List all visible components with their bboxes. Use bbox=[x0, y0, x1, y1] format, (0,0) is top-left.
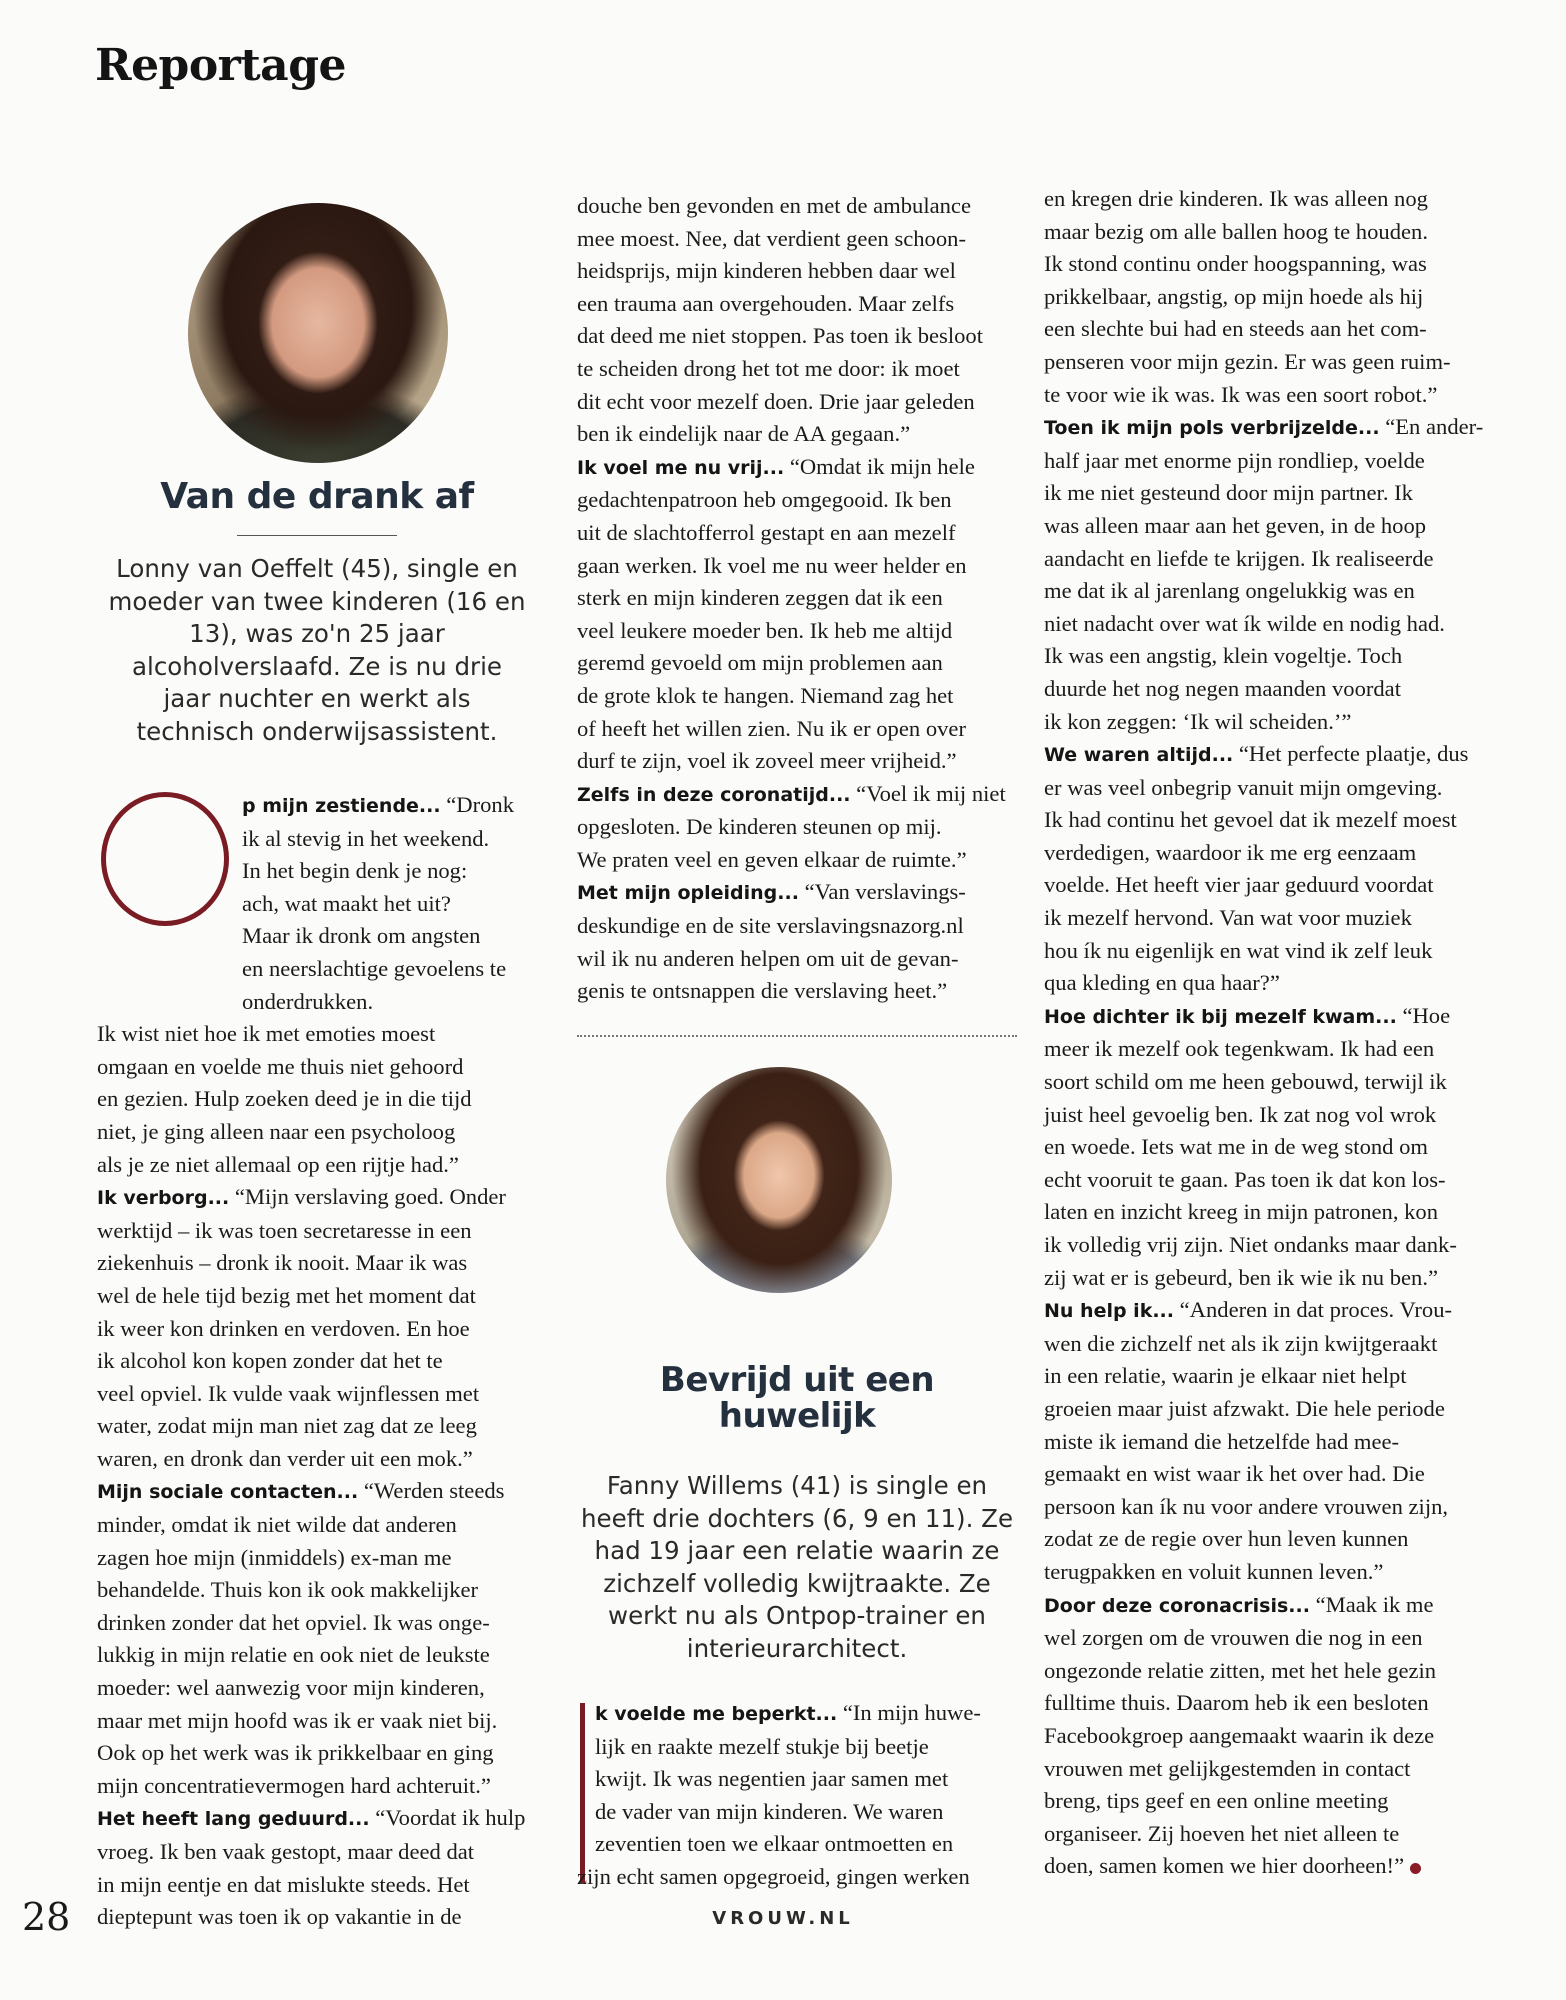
lead-in: Ik voel me nu vrij... bbox=[577, 456, 785, 479]
text-line bbox=[1044, 1164, 1488, 1197]
text-run: uit de slachtofferrol gestapt en aan mezelf bbox=[577, 519, 956, 545]
text-line bbox=[97, 1737, 537, 1770]
text-run: ik alcohol kon kopen zonder dat het te bbox=[97, 1348, 443, 1374]
text-line bbox=[577, 1796, 1017, 1829]
text-line bbox=[577, 550, 1017, 583]
text-line bbox=[1044, 1294, 1488, 1328]
text-run: in mijn eentje en dat mislukte steeds. Het bbox=[97, 1871, 470, 1897]
text-line bbox=[577, 1861, 1017, 1894]
text-run: heidsprijs, mijn kinderen hebben daar wel bbox=[577, 258, 956, 284]
story1-headline: Van de drank af bbox=[160, 476, 474, 517]
text-line bbox=[1044, 543, 1488, 576]
text-line bbox=[97, 1215, 537, 1248]
text-run: ik volledig vrij zijn. Niet ondanks maar dank- bbox=[1044, 1232, 1457, 1257]
text-line bbox=[1044, 1066, 1488, 1099]
text-line bbox=[1044, 804, 1488, 837]
text-run: vroeg. Ik ben vaak gestopt, maar deed dat bbox=[97, 1839, 475, 1864]
text-line bbox=[1044, 1720, 1488, 1753]
text-line bbox=[97, 1181, 537, 1215]
text-line bbox=[97, 1672, 537, 1705]
text-run: echt vooruit te gaan. Pas toen ik dat kon los- bbox=[1044, 1166, 1446, 1192]
text-line bbox=[1044, 1818, 1488, 1851]
text-run: wel de hele tijd bezig met het moment dat bbox=[97, 1282, 476, 1308]
text-run: en neerslachtige gevoelens te onderdrukken. bbox=[242, 955, 507, 1014]
lead-in: Hoe dichter ik bij mezelf kwam... bbox=[1044, 1005, 1397, 1028]
text-line bbox=[97, 1410, 537, 1443]
text-run: “Van verslavings- bbox=[798, 879, 966, 905]
text-line bbox=[577, 1828, 1017, 1861]
lead-in: Met mijn opleiding... bbox=[577, 882, 799, 905]
text-line bbox=[97, 1509, 537, 1542]
text-run: en woede. Iets wat me in de weg stond om bbox=[1044, 1134, 1428, 1160]
text-line bbox=[1044, 935, 1488, 968]
text-line bbox=[97, 1475, 537, 1509]
text-line bbox=[97, 1639, 537, 1672]
text-line bbox=[577, 844, 1017, 877]
text-line bbox=[1044, 772, 1488, 805]
text-run: Ook op het werk was ik prikkelbaar en ging bbox=[97, 1740, 494, 1766]
text-run: geremd gevoeld om mijn problemen aan bbox=[577, 650, 943, 676]
lead-in: Mijn sociale contacten... bbox=[97, 1481, 359, 1504]
text-run: genis te ontsnappen die verslaving heet.” bbox=[577, 978, 948, 1004]
story1-column-2 bbox=[577, 190, 1017, 1008]
text-run: meer ik mezelf ook tegenkwam. Ik had een bbox=[1044, 1036, 1435, 1062]
text-line bbox=[1044, 1360, 1488, 1393]
text-line bbox=[1044, 1753, 1488, 1786]
text-run: Ik wist niet hoe ik met emoties moest bbox=[97, 1021, 436, 1047]
text-line bbox=[1044, 902, 1488, 935]
text-line bbox=[1044, 216, 1488, 249]
text-run: laten en inzicht kreeg in mijn patronen, kon bbox=[1044, 1199, 1439, 1225]
text-run: juist heel gevoelig ben. Ik zat nog vol wrok bbox=[1044, 1101, 1437, 1127]
text-line bbox=[1044, 1328, 1488, 1361]
text-line bbox=[577, 713, 1017, 746]
text-line bbox=[1044, 281, 1488, 314]
text-run: “Mijn verslaving goed. Onder bbox=[229, 1184, 506, 1210]
text-line bbox=[97, 1018, 537, 1051]
text-line bbox=[577, 910, 1017, 943]
text-run: durf te zijn, voel ik zoveel meer vrijheid.” bbox=[577, 748, 957, 774]
text-line bbox=[97, 1345, 537, 1378]
text-line bbox=[97, 1247, 537, 1280]
text-run: veel leukere moeder ben. Ik heb me altijd bbox=[577, 617, 953, 643]
text-run: “Werden steeds bbox=[358, 1478, 505, 1504]
text-run: wen die zichzelf net als ik zijn kwijtgeraakt bbox=[1044, 1330, 1438, 1356]
page-number: 28 bbox=[22, 1895, 71, 1939]
text-run: vrouwen met gelijkgestemden in contact bbox=[1044, 1755, 1411, 1781]
text-run: “En ander- bbox=[1379, 414, 1484, 440]
text-line bbox=[1044, 608, 1488, 641]
text-run: “Het perfecte plaatje, dus bbox=[1233, 741, 1469, 767]
text-line bbox=[577, 582, 1017, 615]
text-line bbox=[97, 953, 537, 1018]
text-run: mee moest. Nee, dat verdient geen schoon- bbox=[577, 225, 966, 251]
section-label: Reportage bbox=[95, 40, 346, 91]
text-run: douche ben gevonden en met de ambulance bbox=[577, 193, 971, 218]
text-line bbox=[577, 1763, 1017, 1796]
text-run: doen, samen komen we hier doorheen!” bbox=[1044, 1853, 1405, 1879]
lead-in: Het heeft lang geduurd... bbox=[97, 1808, 370, 1831]
text-run: waren, en dronk dan verder uit een mok.” bbox=[97, 1445, 473, 1471]
text-run: voelde. Het heeft vier jaar geduurd voordat bbox=[1044, 872, 1434, 898]
text-run: ik mezelf hervond. Van wat voor muziek bbox=[1044, 905, 1412, 931]
text-run: terugpakken en voluit kunnen leven.” bbox=[1044, 1558, 1384, 1584]
text-run: me dat ik al jarenlang ongelukkig was en bbox=[1044, 578, 1415, 604]
text-line bbox=[577, 811, 1017, 844]
text-run: “Voel ik mij niet bbox=[850, 780, 1006, 806]
text-run: aandacht en liefde te krijgen. Ik realiseerde bbox=[1044, 545, 1434, 571]
text-run: penseren voor mijn gezin. Er was geen ruim- bbox=[1044, 348, 1451, 374]
text-run: “Omdat ik mijn hele bbox=[784, 453, 975, 479]
text-line bbox=[1044, 445, 1488, 478]
text-run: soort schild om me heen gebouwd, terwijl ik bbox=[1044, 1069, 1447, 1095]
lead-in: Ik verborg... bbox=[97, 1187, 230, 1210]
text-run: hou ík nu eigenlijk en wat vind ik zelf leuk bbox=[1044, 937, 1433, 963]
lead-in: k voelde me beperkt... bbox=[595, 1703, 838, 1725]
lead-in: Door deze coronacrisis... bbox=[1044, 1594, 1310, 1617]
text-line bbox=[97, 920, 537, 953]
text-run: behandelde. Thuis kon ik ook makkelijker bbox=[97, 1577, 479, 1603]
text-run: gaan werken. Ik voel me nu weer helder en bbox=[577, 552, 967, 578]
text-line bbox=[1044, 706, 1488, 739]
text-line bbox=[1044, 1262, 1488, 1295]
footer-site: VROUW.NL bbox=[712, 1908, 854, 1929]
story2-headline-line1: Bevrijd uit een bbox=[659, 1360, 935, 1400]
text-line bbox=[577, 418, 1017, 451]
text-line bbox=[97, 1051, 537, 1084]
text-run: fulltime thuis. Daarom heb ik een besloten bbox=[1044, 1690, 1429, 1716]
text-line bbox=[1044, 1458, 1488, 1491]
text-run: drinken zonder dat het opviel. Ik was onge- bbox=[97, 1609, 490, 1635]
text-run: dieptepunt was toen ik op vakantie in de bbox=[97, 1904, 462, 1930]
story1-column-1 bbox=[97, 789, 537, 1934]
text-run: breng, tips geef en een online meeting bbox=[1044, 1788, 1389, 1814]
text-run: wel zorgen om de vrouwen die nog in een bbox=[1044, 1625, 1423, 1651]
text-line bbox=[1044, 869, 1488, 902]
text-run: omgaan en voelde me thuis niet gehoord bbox=[97, 1053, 464, 1079]
portrait-lonny bbox=[188, 203, 448, 463]
text-line bbox=[1044, 1622, 1488, 1655]
text-line bbox=[577, 484, 1017, 517]
text-run: dit echt voor mezelf doen. Drie jaar geleden bbox=[577, 388, 975, 414]
text-run: dat deed me niet stoppen. Pas toen ik besloot bbox=[577, 323, 983, 349]
text-line bbox=[1044, 738, 1488, 772]
text-run: maar met mijn hoofd was ik er vaak niet bij. bbox=[97, 1707, 498, 1733]
text-run: “Voordat ik hulp bbox=[369, 1805, 526, 1831]
text-line bbox=[97, 1574, 537, 1607]
text-run: lukkig in mijn relatie en ook niet de leukste bbox=[97, 1642, 490, 1668]
text-line bbox=[1044, 1229, 1488, 1262]
text-run: zijn echt samen opgegroeid, gingen werken bbox=[577, 1863, 970, 1889]
text-line bbox=[577, 255, 1017, 288]
text-line bbox=[1044, 1523, 1488, 1556]
text-run: was alleen maar aan het geven, in de hoop bbox=[1044, 512, 1427, 538]
text-line bbox=[97, 1378, 537, 1411]
text-line bbox=[577, 680, 1017, 713]
lead-in: Zelfs in deze coronatijd... bbox=[577, 783, 851, 806]
text-run: Ik had continu het gevoel dat ik mezelf moest bbox=[1044, 807, 1457, 833]
text-line bbox=[97, 1869, 537, 1902]
text-line bbox=[1044, 1033, 1488, 1066]
text-run: lijk en raakte mezelf stukje bij beetje bbox=[595, 1733, 929, 1759]
text-run: de grote klok te hangen. Niemand zag het bbox=[577, 682, 954, 708]
text-run: de vader van mijn kinderen. We waren bbox=[595, 1798, 944, 1824]
text-line bbox=[1044, 1556, 1488, 1589]
lead-in: p mijn zestiende... bbox=[242, 795, 441, 817]
text-run: als je ze niet allemaal op een rijtje had.” bbox=[97, 1151, 459, 1177]
text-run: ik kon zeggen: ‘Ik wil scheiden.’” bbox=[1044, 708, 1352, 734]
text-run: niet nadacht over wat ík wilde en nodig had. bbox=[1044, 610, 1445, 636]
text-line bbox=[97, 1705, 537, 1738]
text-run: maar bezig om alle ballen hoog te houden. bbox=[1044, 218, 1428, 244]
text-run: of heeft het willen zien. Nu ik er open over bbox=[577, 715, 966, 741]
text-run: gemaakt en wist waar ik het over had. Die bbox=[1044, 1461, 1425, 1487]
text-line bbox=[97, 1083, 537, 1116]
text-line bbox=[577, 1731, 1017, 1764]
text-run: ik weer kon drinken en verdoven. En hoe bbox=[97, 1315, 470, 1341]
text-line bbox=[1044, 1655, 1488, 1688]
text-run: sterk en mijn kinderen zeggen dat ik een bbox=[577, 585, 943, 611]
text-line bbox=[577, 778, 1017, 812]
text-run: “Hoe bbox=[1396, 1002, 1451, 1028]
end-mark-icon bbox=[1410, 1863, 1421, 1874]
text-run: mijn concentratievermogen hard achteruit.” bbox=[97, 1772, 491, 1798]
text-run: persoon kan ík nu voor andere vrouwen zijn, bbox=[1044, 1493, 1449, 1519]
text-line bbox=[1044, 1785, 1488, 1818]
text-line bbox=[1044, 248, 1488, 281]
story2-headline-line2: huwelijk bbox=[718, 1396, 876, 1436]
text-line bbox=[577, 615, 1017, 648]
text-run: te scheiden drong het tot me door: ik moet bbox=[577, 355, 960, 381]
text-line bbox=[1044, 837, 1488, 870]
text-line bbox=[97, 1443, 537, 1476]
text-run: Ik stond continu onder hoogspanning, was bbox=[1044, 251, 1427, 277]
text-line bbox=[1044, 411, 1488, 445]
text-run: “In mijn huwe- bbox=[837, 1700, 981, 1725]
story2-headline bbox=[577, 1362, 1017, 1434]
text-line bbox=[97, 789, 537, 823]
text-line bbox=[577, 943, 1017, 976]
text-run: half jaar met enorme pijn rondliep, voelde bbox=[1044, 447, 1425, 473]
text-run: In het begin denk je nog: bbox=[242, 858, 468, 884]
text-run: en gezien. Hulp zoeken deed je in die tijd bbox=[97, 1086, 472, 1112]
text-run: ach, wat maakt het uit? bbox=[242, 890, 451, 916]
text-run: veel opviel. Ik vulde vaak wijnflessen met bbox=[97, 1380, 480, 1406]
text-run: zeventien toen we elkaar ontmoetten en bbox=[595, 1831, 954, 1857]
text-run: zagen hoe mijn (inmiddels) ex-man me bbox=[97, 1544, 452, 1570]
story2-column-2 bbox=[1044, 183, 1488, 1883]
text-line bbox=[1044, 1196, 1488, 1229]
text-line bbox=[1044, 640, 1488, 673]
text-run: ben ik eindelijk naar de AA gegaan.” bbox=[577, 421, 911, 447]
text-line bbox=[577, 451, 1017, 485]
text-line bbox=[1044, 183, 1488, 216]
text-run: “Anderen in dat proces. Vrou- bbox=[1174, 1297, 1453, 1323]
text-line bbox=[97, 1313, 537, 1346]
text-line bbox=[1044, 1131, 1488, 1164]
text-run: Facebookgroep aangemaakt waarin ik deze bbox=[1044, 1722, 1435, 1748]
text-line bbox=[577, 223, 1017, 256]
story2-intro: Fanny Willems (41) is single en heeft drie dochters (6, 9 en 11). Ze had 19 jaar een relatie waarin ze zichzelf volledig kwijtraakte. Ze werkt nu als Ontpop-trainer en interieurarchitect. bbox=[580, 1471, 1014, 1663]
text-run: werktijd – ik was toen secretaresse in een bbox=[97, 1217, 472, 1243]
text-line bbox=[1044, 510, 1488, 543]
text-run: ik al stevig in het weekend. bbox=[242, 825, 490, 851]
text-run: ongezonde relatie zitten, met het hele gezin bbox=[1044, 1657, 1437, 1683]
text-line bbox=[1044, 477, 1488, 510]
text-line bbox=[577, 190, 1017, 223]
text-line bbox=[1044, 379, 1488, 412]
text-line bbox=[1044, 1099, 1488, 1132]
text-line bbox=[1044, 313, 1488, 346]
text-run: ziekenhuis – dronk ik nooit. Maar ik was bbox=[97, 1250, 468, 1276]
text-line bbox=[97, 1116, 537, 1149]
text-line bbox=[1044, 1687, 1488, 1720]
text-run: Ik was een angstig, klein vogeltje. Toch bbox=[1044, 643, 1403, 669]
text-line bbox=[1044, 575, 1488, 608]
text-run: te voor wie ik was. Ik was een soort robot.” bbox=[1044, 381, 1438, 407]
text-run: deskundige en de site verslavingsnazorg.nl bbox=[577, 913, 964, 939]
text-line bbox=[1044, 967, 1488, 1000]
text-line bbox=[1044, 1850, 1488, 1883]
text-line bbox=[97, 855, 537, 888]
text-run: zodat ze de regie over hun leven kunnen bbox=[1044, 1526, 1409, 1552]
text-line bbox=[1044, 346, 1488, 379]
text-line bbox=[97, 888, 537, 921]
text-line bbox=[577, 517, 1017, 550]
text-run: “Maak ik me bbox=[1309, 1591, 1434, 1617]
text-line bbox=[1044, 1491, 1488, 1524]
text-run: moeder: wel aanwezig voor mijn kinderen, bbox=[97, 1675, 485, 1701]
text-run: en kregen drie kinderen. Ik was alleen nog bbox=[1044, 186, 1428, 211]
text-line bbox=[577, 647, 1017, 680]
text-run: verdedigen, waardoor ik me erg eenzaam bbox=[1044, 839, 1417, 865]
text-run: er was veel onbegrip vanuit mijn omgeving. bbox=[1044, 774, 1443, 800]
story-divider bbox=[577, 1035, 1017, 1037]
text-run: duurde het nog negen maanden voordat bbox=[1044, 675, 1401, 701]
portrait-fanny bbox=[666, 1067, 892, 1293]
text-run: kwijt. Ik was negentien jaar samen met bbox=[595, 1766, 949, 1792]
text-run: gedachtenpatroon heb omgegooid. Ik ben bbox=[577, 487, 952, 513]
lead-in: Toen ik mijn pols verbrijzelde... bbox=[1044, 417, 1380, 440]
text-run: ik me niet gesteund door mijn partner. Ik bbox=[1044, 480, 1413, 506]
lead-in: We waren altijd... bbox=[1044, 744, 1234, 767]
text-run: niet, je ging alleen naar een psycholoog bbox=[97, 1118, 456, 1144]
text-line bbox=[97, 1149, 537, 1182]
text-run: prikkelbaar, angstig, op mijn hoede als hij bbox=[1044, 283, 1424, 309]
text-line bbox=[577, 288, 1017, 321]
text-line bbox=[1044, 673, 1488, 706]
text-run: opgesloten. De kinderen steunen op mij. bbox=[577, 814, 942, 840]
text-run: zij wat er is gebeurd, ben ik wie ik nu ben.” bbox=[1044, 1264, 1439, 1290]
text-line bbox=[577, 320, 1017, 353]
text-line bbox=[1044, 1426, 1488, 1459]
story1-intro: Lonny van Oeffelt (45), single en moeder van twee kinderen (16 en 13), was zo'n 25 jaar alcoholverslaafd. Ze is nu drie jaar nuchter en werkt als technisch onderwijsassistent. bbox=[108, 554, 526, 746]
text-run: een slechte bui had en steeds aan het com- bbox=[1044, 316, 1427, 342]
lead-in: Nu help ik... bbox=[1044, 1300, 1174, 1323]
text-line bbox=[97, 1802, 537, 1836]
text-line bbox=[97, 1770, 537, 1803]
text-run: een trauma aan overgehouden. Maar zelfs bbox=[577, 290, 955, 316]
text-line bbox=[1044, 1000, 1488, 1034]
text-line bbox=[577, 386, 1017, 419]
text-line bbox=[97, 1836, 537, 1869]
text-run: groeien maar juist afzwakt. Die hele periode bbox=[1044, 1395, 1445, 1421]
text-run: wil ik nu anderen helpen om uit de gevan- bbox=[577, 945, 959, 971]
text-run: organiseer. Zij hoeven het niet alleen te bbox=[1044, 1820, 1400, 1846]
text-run: qua kleding en qua haar?” bbox=[1044, 970, 1280, 996]
text-run: “Dronk bbox=[440, 792, 515, 817]
text-line bbox=[577, 1697, 1017, 1731]
text-line bbox=[1044, 1589, 1488, 1623]
text-run: miste ik iemand die hetzelfde had mee- bbox=[1044, 1428, 1400, 1454]
text-line bbox=[1044, 1393, 1488, 1426]
text-line bbox=[97, 1542, 537, 1575]
text-line bbox=[97, 1280, 537, 1313]
text-run: in een relatie, waarin je elkaar niet helpt bbox=[1044, 1363, 1407, 1389]
text-line bbox=[577, 975, 1017, 1008]
text-line bbox=[577, 876, 1017, 910]
text-run: water, zodat mijn man niet zag dat ze leeg bbox=[97, 1413, 477, 1439]
text-run: minder, omdat ik niet wilde dat anderen bbox=[97, 1512, 457, 1538]
text-run: Maar ik dronk om angsten bbox=[242, 923, 481, 949]
headline-divider bbox=[237, 535, 397, 536]
text-line bbox=[97, 823, 537, 856]
text-line bbox=[577, 745, 1017, 778]
text-line bbox=[577, 353, 1017, 386]
story2-column-1 bbox=[577, 1697, 1017, 1894]
text-line bbox=[97, 1607, 537, 1640]
text-run: We praten veel en geven elkaar de ruimte.” bbox=[577, 846, 967, 872]
